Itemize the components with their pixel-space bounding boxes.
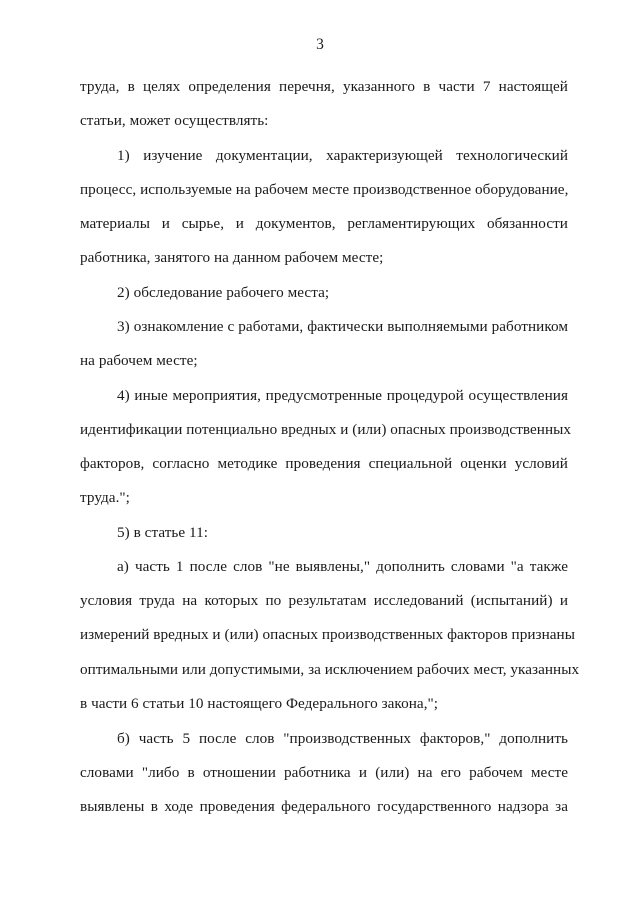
text-line-14: 5) в статье 11: [117, 524, 209, 541]
text-line-19: в части 6 статьи 10 настоящего Федерального закона,"; [80, 695, 439, 712]
text-line-18: оптимальными или допустимыми, за исключением рабочих мест, указанных [80, 661, 580, 678]
text-line-9: на рабочем месте; [80, 352, 198, 369]
text-line-7: 2) обследование рабочего места; [117, 284, 330, 301]
text-line-21: словами "либо в отношении работника и (или) на его рабочем месте [80, 764, 568, 781]
text-line-22: выявлены в ходе проведения федерального государственного надзора за [80, 798, 568, 815]
page-number: 3 [316, 36, 324, 53]
text-line-6: работника, занятого на данном рабочем месте; [80, 249, 384, 266]
text-line-11: идентификации потенциально вредных и (или) опасных производственных [80, 421, 572, 438]
text-line-17: измерений вредных и (или) опасных производственных факторов признаны [80, 626, 575, 643]
text-line-2: статьи, может осуществлять: [80, 112, 269, 129]
text-line-15: а) часть 1 после слов "не выявлены," дополнить словами "а также [117, 558, 568, 575]
text-line-3: 1) изучение документации, характеризующей технологический [117, 147, 568, 164]
text-line-5: материалы и сырье, и документов, регламентирующих обязанности [80, 215, 568, 232]
text-line-8: 3) ознакомление с работами, фактически выполняемыми работником [117, 318, 568, 335]
text-line-16: условия труда на которых по результатам исследований (испытаний) и [80, 592, 568, 609]
text-line-12: факторов, согласно методике проведения специальной оценки условий [80, 455, 568, 472]
text-line-4: процесс, используемые на рабочем месте производственное оборудование, [80, 181, 569, 198]
text-line-20: б) часть 5 после слов "производственных факторов," дополнить [117, 730, 568, 747]
text-line-13: труда."; [80, 489, 130, 506]
text-line-1: труда, в целях определения перечня, указанного в части 7 настоящей [80, 78, 568, 95]
text-line-10: 4) иные мероприятия, предусмотренные процедурой осуществления [117, 387, 568, 404]
